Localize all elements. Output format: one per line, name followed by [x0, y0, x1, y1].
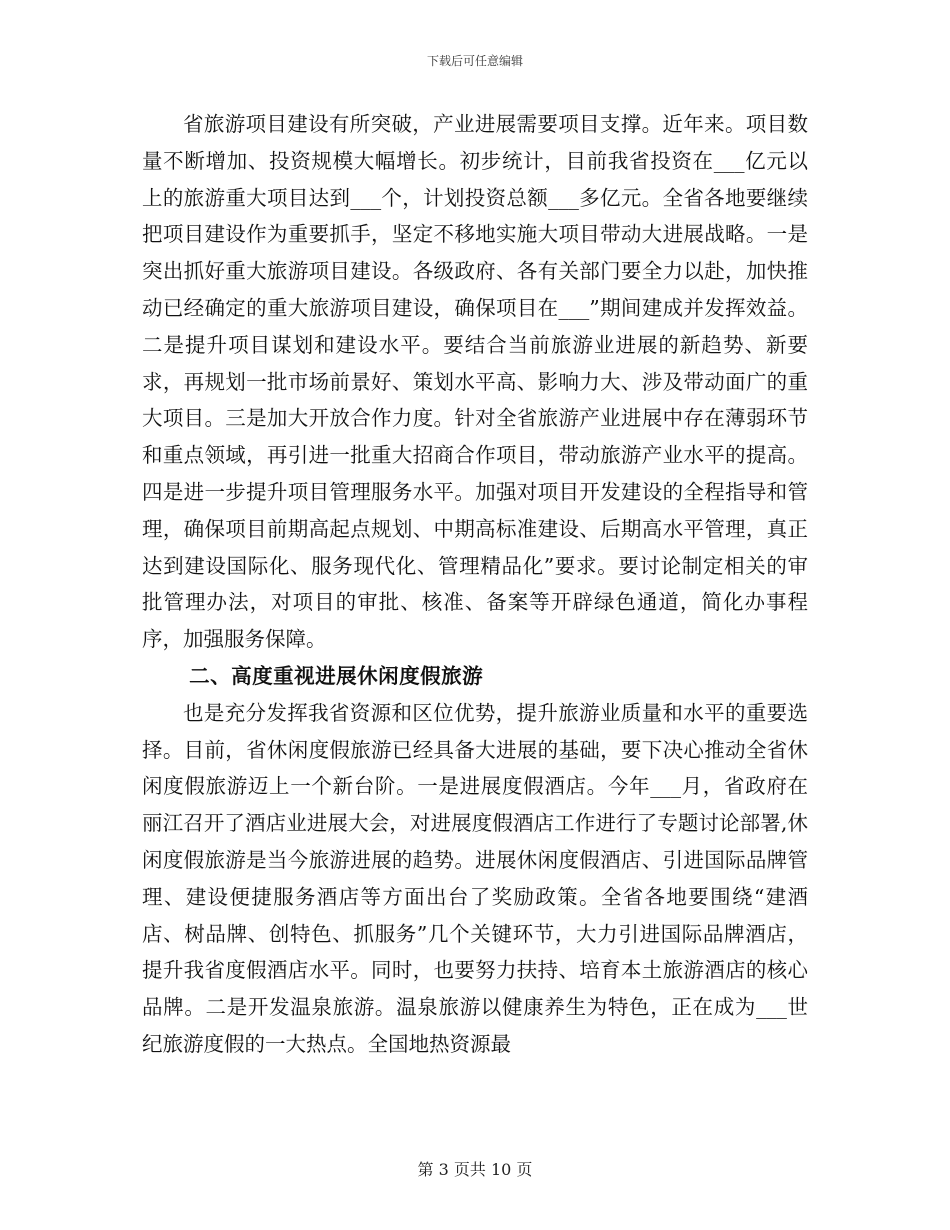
- page-number: 第 3 页共 10 页: [417, 1160, 533, 1179]
- page-header-note: 下载后可任意编辑: [426, 54, 523, 68]
- document-body: [142, 106, 808, 1063]
- section-heading: 二、高度重视进展休闲度假旅游: [189, 663, 484, 688]
- body-paragraph: 省旅游项目建设有所突破，产业进展需要项目支撑。近年来。项目数量不断增加、投资规模大幅增长。初步统计，目前我省投资在___亿元以上的旅游重大项目达到___个，计划投资总额___多亿元。全省各地要继续把项目建设作为重要抓手，坚定不移地实施大项目带动大进展战略。一是突出抓好重大旅游项目建设。各级政府、各有关部门要全力以赴，加快推动已经确定的重大旅游项目建设，确保项目在___”期间建成并发挥效益。二是提升项目谋划和建设水平。要结合当前旅游业进展的新趋势、新要求，再规划一批市场前景好、策划水平高、影响力大、涉及带动面广的重大项目。三是加大开放合作力度。针对全省旅游产业进展中存在薄弱环节和重点领域，再引进一批重大招商合作项目，带动旅游产业水平的提高。四是进一步提升项目管理服务水平。加强对项目开发建设的全程指导和管理，确保项目前期高起点规划、中期高标准建设、后期高水平管理，真正达到建设国际化、服务现代化、管理精品化”要求。要讨论制定相关的审批管理办法，对项目的审批、核准、备案等开辟绿色通道，简化办事程序，加强服务保障。: [142, 112, 808, 652]
- body-paragraph: 也是充分发挥我省资源和区位优势，提升旅游业质量和水平的重要选择。目前，省休闲度假旅游已经具备大进展的基础，要下决心推动全省休闲度假旅游迈上一个新台阶。一是进展度假酒店。今年___月，省政府在丽江召开了酒店业进展大会，对进展度假酒店工作进行了专题讨论部署,休闲度假旅游是当今旅游进展的趋势。进展休闲度假酒店、引进国际品牌管理、建设便捷服务酒店等方面出台了奖励政策。全省各地要围绕“建酒店、树品牌、创特色、抓服务”几个关键环节，大力引进国际品牌酒店，提升我省度假酒店水平。同时，也要努力扶持、培育本土旅游酒店的核心品牌。二是开发温泉旅游。温泉旅游以健康养生为特色，正在成为___世纪旅游度假的一大热点。全国地热资源最: [142, 700, 808, 1056]
